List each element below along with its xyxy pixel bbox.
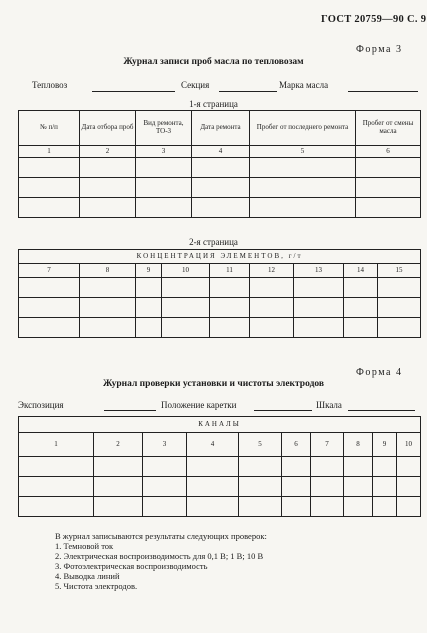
col-number: 12	[250, 264, 294, 278]
col-number: 5	[250, 146, 356, 158]
notes-intro: В журнал записываются результаты следующих проверок:	[55, 531, 267, 541]
col-number: 7	[19, 264, 80, 278]
col-header-sample-date: Дата отбора проб	[80, 111, 136, 146]
col-number: 13	[294, 264, 344, 278]
form3-label: Форма 3	[356, 44, 403, 55]
field-oil-brand-label: Марка масла	[279, 80, 329, 90]
field-carriage-label: Положение каретки	[161, 400, 237, 410]
col-header-mileage-oil: Пробег от смены масла	[356, 111, 421, 146]
note-item: 3. Фотоэлектрическая воспроизводимость	[55, 561, 208, 571]
table-row	[19, 298, 421, 318]
table-row	[19, 457, 421, 477]
col-number: 11	[210, 264, 250, 278]
col-number: 4	[187, 433, 239, 457]
col-number: 3	[136, 146, 192, 158]
col-number: 10	[397, 433, 421, 457]
note-item: 1. Темновой ток	[55, 541, 114, 551]
col-number: 9	[373, 433, 397, 457]
note-item: 5. Чистота электродов.	[55, 581, 138, 591]
form4-table	[18, 416, 421, 517]
field-section-label: Секция	[181, 80, 210, 90]
table-row	[19, 158, 421, 178]
form4-label: Форма 4	[356, 367, 403, 378]
col-number: 8	[344, 433, 373, 457]
field-exposure-line	[104, 410, 156, 411]
field-scale-line	[348, 410, 415, 411]
col-number: 3	[143, 433, 187, 457]
col-number: 4	[192, 146, 250, 158]
page2-title: 2-я страница	[189, 237, 238, 247]
col-number: 1	[19, 146, 80, 158]
table-row	[19, 278, 421, 298]
field-locomotive-line	[92, 91, 175, 92]
field-carriage-line	[254, 410, 312, 411]
field-exposure-label: Экспозиция	[18, 400, 64, 410]
form3-title: Журнал записи проб масла по тепловозам	[123, 57, 304, 67]
col-number: 8	[80, 264, 136, 278]
col-number: 7	[311, 433, 344, 457]
col-number: 5	[239, 433, 282, 457]
field-oil-brand-line	[348, 91, 418, 92]
col-number: 2	[80, 146, 136, 158]
table-row	[19, 198, 421, 218]
col-number: 1	[19, 433, 94, 457]
col-number: 10	[162, 264, 210, 278]
col-header-repair-type: Вид ремонта, ТО-3	[136, 111, 192, 146]
standard-header: ГОСТ 20759—90 С. 9	[321, 14, 427, 25]
table-row	[19, 477, 421, 497]
col-header-mileage-repair: Пробег от последнего ремонта	[250, 111, 356, 146]
col-number: 14	[344, 264, 378, 278]
table-row	[19, 318, 421, 338]
form4-title: Журнал проверки установки и чистоты электродов	[102, 379, 325, 389]
note-item: 4. Выводка линий	[55, 571, 120, 581]
form3-page1-table	[18, 110, 421, 218]
col-number: 6	[356, 146, 421, 158]
concentration-header: КОНЦЕНТРАЦИЯ ЭЛЕМЕНТОВ, г/т	[19, 250, 421, 264]
table-row	[19, 497, 421, 517]
col-number: 15	[378, 264, 421, 278]
form3-page2-table	[18, 249, 421, 338]
col-header-number: № п/п	[19, 111, 80, 146]
channels-header: КАНАЛЫ	[19, 417, 421, 433]
field-scale-label: Шкала	[316, 400, 342, 410]
field-section-line	[219, 91, 277, 92]
col-number: 2	[94, 433, 143, 457]
field-locomotive-label: Тепловоз	[32, 80, 68, 90]
col-number: 9	[136, 264, 162, 278]
col-number: 6	[282, 433, 311, 457]
table-row	[19, 178, 421, 198]
col-header-repair-date: Дата ремонта	[192, 111, 250, 146]
page1-title: 1-я страница	[189, 99, 238, 109]
checks-notes	[55, 531, 267, 591]
note-item: 2. Электрическая воспроизводимость для 0,1 В; 1 В; 10 В	[55, 551, 264, 561]
